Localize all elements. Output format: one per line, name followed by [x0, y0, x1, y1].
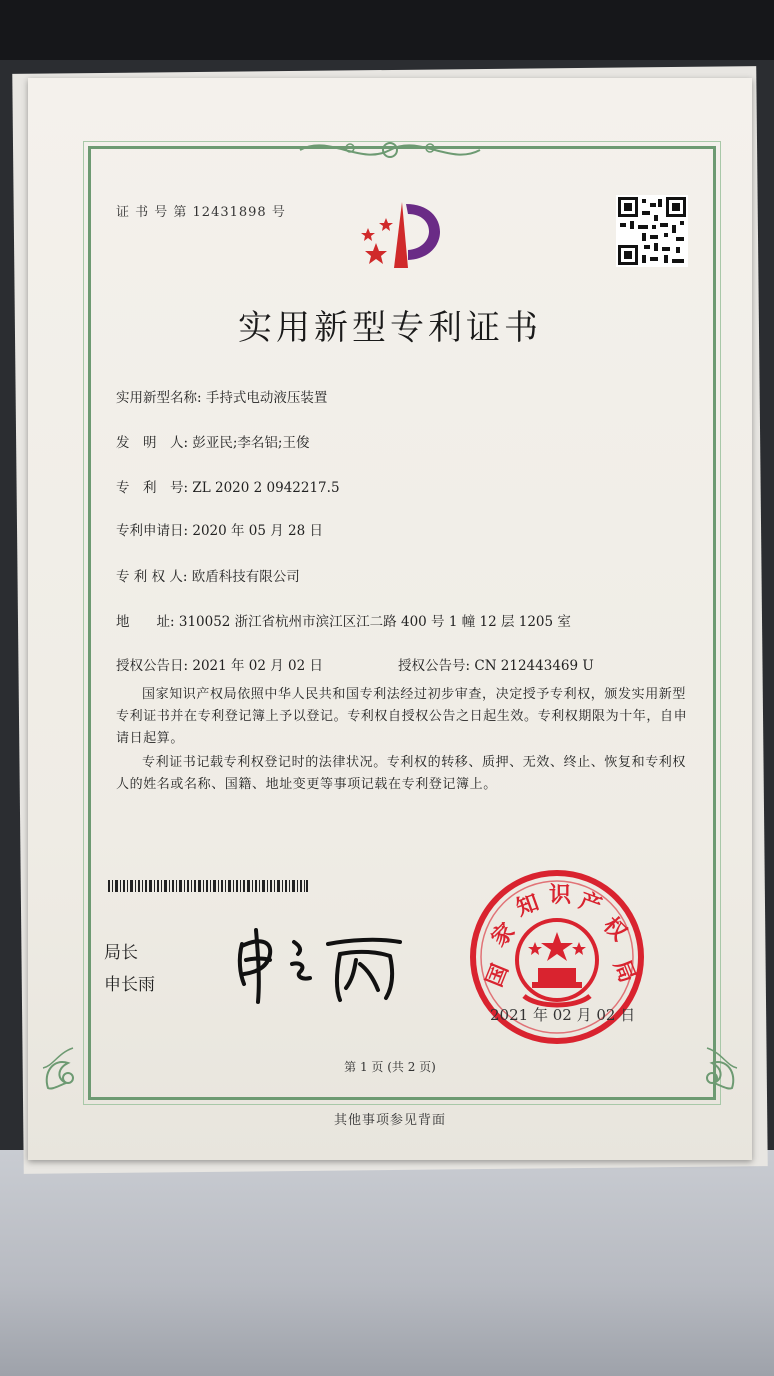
patent-office-logo-icon: [346, 198, 456, 278]
field-label: 专 利 号:: [116, 480, 189, 496]
field-patent-holder: [116, 565, 300, 585]
svg-text:家: 家: [486, 918, 521, 953]
ornament-top-icon: [290, 134, 490, 166]
qr-code-icon: [616, 195, 688, 267]
svg-text:国: 国: [482, 960, 514, 991]
field-application-date: [116, 519, 323, 539]
paragraph-grant: 国家知识产权局依照中华人民共和国专利法经过初步审查，决定授予专利权，颁发实用新型专利证书并在专利登记簿上予以登记。专利权自授权公告之日起生效。专利权期限为十年，自申请日起算。: [116, 687, 688, 746]
svg-text:知: 知: [513, 890, 543, 922]
field-value: ZL 2020 2 0942217.5: [192, 480, 340, 496]
field-label: 发 明 人:: [116, 435, 189, 451]
director-name: 申长雨: [104, 975, 155, 995]
field-grant-number: [398, 654, 594, 674]
field-value: 彭亚民;李名铝;王俊: [192, 435, 310, 451]
field-label: 专 利 权 人:: [116, 569, 188, 585]
barcode-icon: [108, 880, 308, 892]
field-label: 地 址:: [116, 614, 175, 630]
field-value: 欧盾科技有限公司: [191, 569, 300, 585]
svg-text:产: 产: [575, 888, 605, 920]
field-value: 2020 年 05 月 28 日: [192, 523, 324, 539]
certificate-title: 实用新型专利证书: [238, 308, 542, 348]
seal-date: 2021 年 02 月 02 日: [490, 1006, 636, 1024]
field-grant-date: [116, 654, 323, 674]
background-desk: [0, 1150, 774, 1376]
field-name: [116, 386, 327, 406]
director-title: 局长: [104, 943, 138, 963]
page-number: 第 1 页 (共 2 页): [344, 1060, 436, 1074]
field-inventor: [116, 431, 309, 451]
field-value: 手持式电动液压装置: [205, 390, 328, 406]
background-dark-area: [0, 0, 774, 60]
svg-text:局: 局: [608, 956, 640, 987]
field-value: CN 212443469 U: [474, 658, 594, 674]
field-address: [116, 610, 571, 630]
certificate-number: 证 书 号 第 12431898 号: [116, 205, 286, 220]
certificate-paper: [28, 78, 752, 1160]
field-label: 专利申请日:: [116, 523, 189, 539]
svg-text:识: 识: [548, 883, 572, 908]
paragraph-legal-status: 专利证书记载专利权登记时的法律状况。专利权的转移、质押、无效、终止、恢复和专利权人的姓名或名称、国籍、地址变更等事项记载在专利登记簿上。: [116, 755, 687, 792]
field-label: 授权公告号:: [398, 658, 471, 674]
field-value: 2021 年 02 月 02 日: [192, 658, 324, 674]
field-value: 310052 浙江省杭州市滨江区江二路 400 号 1 幢 12 层 1205 室: [178, 614, 571, 630]
field-patent-number: [116, 476, 340, 496]
field-label: 授权公告日:: [116, 658, 189, 674]
director-signature-icon: [228, 924, 408, 1004]
svg-text:权: 权: [597, 912, 632, 947]
back-note: 其他事项参见背面: [333, 1113, 446, 1128]
field-label: 实用新型名称:: [116, 390, 202, 406]
